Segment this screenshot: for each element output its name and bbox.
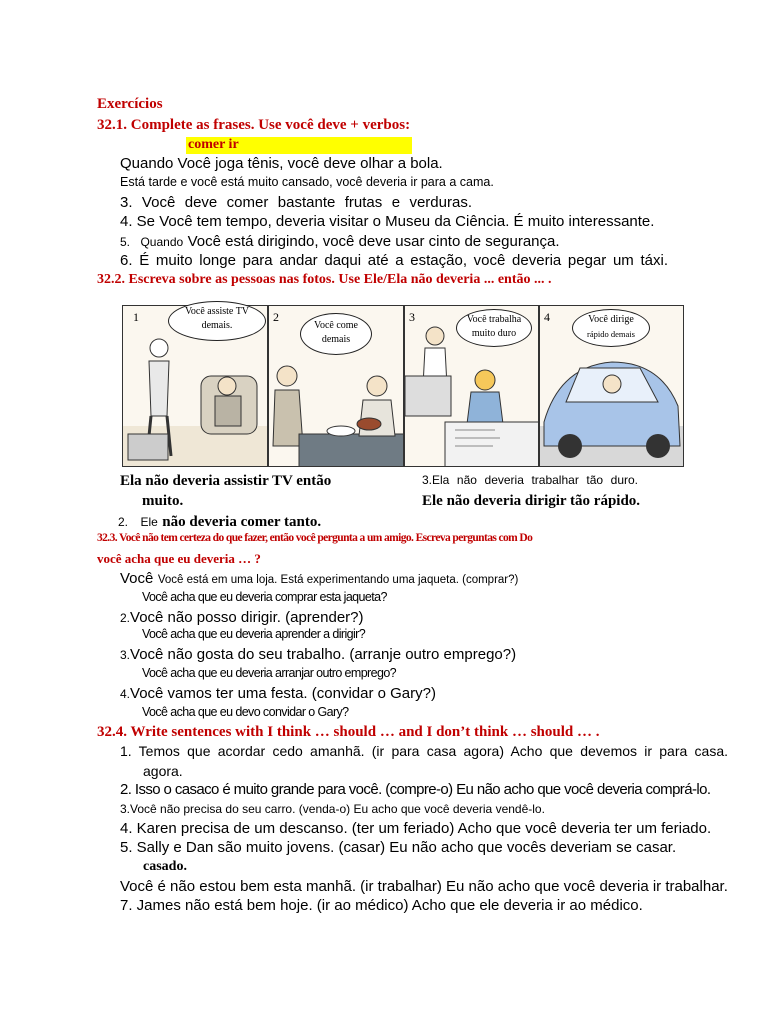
- ex4-line-6: Você é não estou bem esta manhã. (ir trabalhar) Eu não acho que você deveria ir trabalhar.: [120, 878, 728, 895]
- ex2-answer-2: [118, 513, 321, 531]
- ex3-q4-rest: Você vamos ter uma festa. (convidar o Gary?): [130, 685, 436, 702]
- ex3-answer-2: Você acha que eu deveria aprender a dirigir?: [142, 627, 366, 641]
- bubble-3-line-2: muito duro: [471, 328, 517, 339]
- ex4-line-2: 2. Isso o casaco é muito grande para você. (compre-o) Eu não acho que você deveria comprá-lo.: [120, 781, 711, 798]
- ex3-q2-num: 2.: [120, 611, 131, 625]
- bubble-4-line-2: rápido demais: [587, 329, 635, 339]
- ex3-answer-3: Você acha que eu deveria arranjar outro emprego?: [142, 666, 397, 680]
- ex4-line-1-continued: agora.: [143, 763, 183, 779]
- speech-bubble-3: [456, 309, 532, 347]
- ex1-line-5: [120, 233, 560, 251]
- bubble-1-line-1: Você assiste TV: [184, 306, 250, 317]
- ex3-q3-rest: Você não gosta do seu trabalho. (arranje outro emprego?): [130, 646, 517, 663]
- panel-4-number: 4: [544, 310, 550, 324]
- ex1-line-4: 4. Se Você tem tempo, deveria visitar o Museu da Ciência. É muito interessante.: [120, 213, 655, 230]
- ex2-answer-1a: Ela não deveria assistir TV então: [120, 473, 332, 489]
- speech-bubble-4: [572, 309, 650, 347]
- verbs-list: comer ir: [188, 137, 239, 152]
- bubble-2-line-2: demais: [321, 334, 351, 345]
- ex3-question-2: [120, 609, 364, 627]
- ex3-question-3: [120, 646, 516, 664]
- ex2-title: 32.2. Escreva sobre as pessoas nas fotos. Use Ele/Ela não deveria ... então ... .: [97, 272, 552, 287]
- ex1-title: 32.1. Complete as frases. Use você deve + verbos:: [97, 117, 411, 133]
- ex3-q4-num: 4.: [120, 687, 131, 701]
- ex3-question-4: [120, 685, 436, 703]
- ex2-answer-2-num: 2.: [118, 515, 129, 529]
- speech-bubble-2: [300, 313, 372, 355]
- ex3-title-line-1: 32.3. Você não tem certeza do que fazer, então você pergunta a um amigo. Escreva perguntas com Do: [97, 532, 533, 544]
- bubble-2-line-1: Você come: [314, 320, 358, 331]
- ex3-q3-num: 3.: [120, 648, 131, 662]
- ex4-line-7: 7. James não está bem hoje. (ir ao médico) Acho que ele deveria ir ao médico.: [120, 897, 643, 914]
- panel-2-number: 2: [273, 310, 279, 324]
- ex3-q1-rest: Você está em uma loja. Está experimentando uma jaqueta. (comprar?): [157, 574, 519, 586]
- ex4-title: 32.4. Write sentences with I think … should … and I don’t think … should … .: [97, 724, 600, 740]
- ex4-line-4: 4. Karen precisa de um descanso. (ter um feriado) Acho que você deveria ter um feriado.: [120, 820, 712, 837]
- comic-strip: [122, 305, 684, 467]
- verbs-highlight: [186, 137, 412, 154]
- panel-1-number: 1: [133, 310, 139, 324]
- ex4-line-3: 3.Você não precisa do seu carro. (venda-o) Eu acho que você deveria vendê-lo.: [120, 802, 545, 816]
- ex3-q2-rest: Você não posso dirigir. (aprender?): [130, 609, 364, 626]
- bubble-3-line-1: Você trabalha: [466, 314, 522, 325]
- ex2-answer-2-word: Ele: [140, 515, 158, 529]
- ex2-answer-3: 3.Ela não deveria trabalhar tão duro.: [422, 473, 638, 487]
- ex2-answer-2-rest: não deveria comer tanto.: [162, 514, 322, 530]
- ex1-line-1: Quando Você joga tênis, você deve olhar a bola.: [120, 155, 443, 172]
- page-heading: Exercícios: [97, 96, 163, 112]
- ex1-line-6: 6. É muito longe para andar daqui até a estação, você deveria pegar um táxi.: [120, 252, 668, 269]
- ex1-line-5-num: 5.: [120, 235, 131, 249]
- bubble-1-line-2: demais.: [201, 320, 233, 331]
- ex2-answer-4: Ele não deveria dirigir tão rápido.: [422, 493, 641, 509]
- panel-3-number: 3: [409, 310, 415, 324]
- ex1-line-2: Está tarde e você está muito cansado, você deveria ir para a cama.: [120, 175, 494, 189]
- ex1-line-5-small: Quando: [140, 235, 184, 249]
- bubble-4-line-1: Você dirige: [588, 314, 634, 325]
- ex3-question-1: [120, 570, 518, 588]
- ex3-answer-1: Você acha que eu deveria comprar esta jaqueta?: [142, 590, 387, 604]
- ex4-line-1: 1. Temos que acordar cedo amanhã. (ir para casa agora) Acho que devemos ir para casa.: [120, 743, 728, 759]
- ex3-answer-4: Você acha que eu devo convidar o Gary?: [142, 705, 349, 719]
- ex4-line-5: 5. Sally e Dan são muito jovens. (casar) Eu não acho que vocês deveriam se casar.: [120, 839, 677, 856]
- ex3-title-line-2: você acha que eu deveria … ?: [97, 551, 261, 566]
- ex4-line-5-continued: casado.: [143, 859, 187, 874]
- ex1-line-3: 3. Você deve comer bastante frutas e verduras.: [120, 194, 472, 211]
- ex1-line-5-rest: Você está dirigindo, você deve usar cinto de segurança.: [187, 233, 560, 250]
- ex3-q1-lead: Você: [120, 570, 154, 587]
- speech-bubble-1: [168, 301, 266, 341]
- ex2-answer-1b: muito.: [142, 493, 184, 509]
